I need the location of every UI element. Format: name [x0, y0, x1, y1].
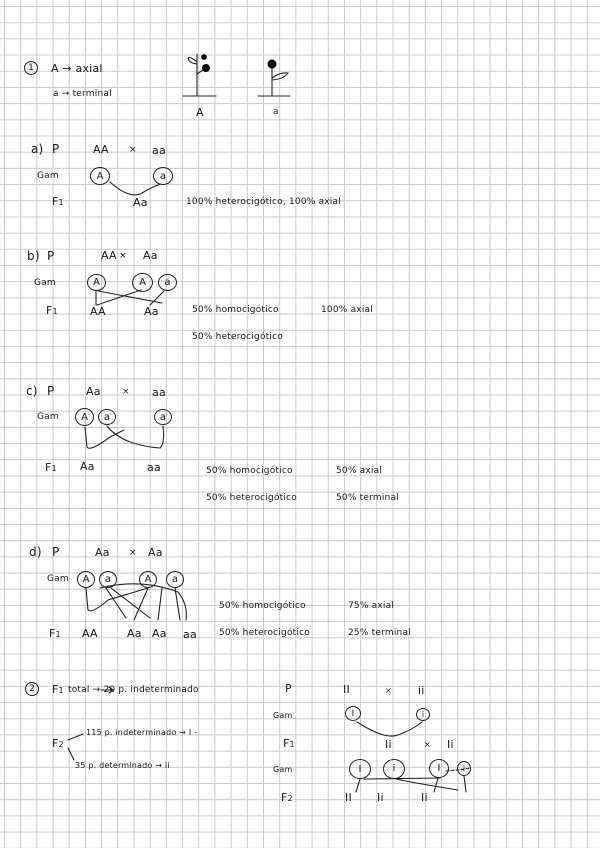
ex2-gam-label: Gam — [273, 711, 293, 720]
part-b-cross-x: × — [119, 251, 127, 261]
part-a-cross-right: aa — [152, 144, 166, 157]
ex2-gamete-3: I — [349, 759, 371, 779]
ex2-f1-label — [52, 684, 64, 695]
ex2-f1-sub: 1 — [58, 686, 64, 695]
part-a-cross-x: × — [129, 145, 137, 155]
ex2-F2-letter: F — [281, 791, 288, 804]
part-b-offspring-2: Aa — [144, 305, 159, 318]
ex2-f2-arrow-up — [68, 734, 83, 740]
part-b-connector-2 — [98, 291, 162, 303]
part-b-cross-left: AA — [101, 249, 117, 262]
part-c-result-1: 50% homocigótico — [206, 466, 293, 476]
part-d-offspring-1: AA — [82, 627, 98, 640]
ex2-f2-sub: 2 — [58, 740, 64, 749]
part-c-connector-1 — [85, 427, 124, 448]
ex2-F1-label — [283, 738, 295, 749]
part-c-f1-label — [45, 462, 57, 473]
part-d-offspring-2: Aa — [127, 627, 142, 640]
part-d-P: P — [52, 545, 60, 559]
part-a-P: P — [52, 142, 60, 156]
ex2-F2-sub: 2 — [287, 794, 293, 803]
ex2-f1-line: total → 20 p. indeterminado — [68, 685, 199, 695]
ex2-gamete-5: I — [429, 759, 449, 778]
part-d-result-4: 25% terminal — [348, 628, 411, 638]
ex2-gamete-6: i — [457, 761, 471, 776]
part-d-cross-left: Aa — [95, 546, 110, 559]
part-d-offspring-4: aa — [183, 628, 197, 641]
part-d-cross-x: × — [129, 548, 137, 558]
part-c-cross-left: Aa — [86, 385, 101, 398]
part-d-result-2: 50% heterocigótico — [219, 628, 310, 638]
part-c-cross-right: aa — [152, 386, 166, 399]
exercise-1-number: 1 — [24, 61, 38, 75]
part-b-result-1: 50% homocigótico — [192, 305, 279, 315]
plant-A-flower-1 — [202, 64, 210, 72]
ex2-f1-letter: F — [52, 683, 59, 696]
part-b-gamete-2: A — [132, 273, 153, 292]
definition-A: A → axial — [51, 62, 103, 75]
part-c-P: P — [47, 384, 55, 398]
part-d-connector-1 — [86, 588, 148, 611]
part-d-gamete-4: a — [166, 571, 184, 588]
ex2-f2-letter: F — [52, 737, 59, 750]
plant-a-flower — [268, 60, 277, 69]
ex2-F1-letter: F — [283, 737, 290, 750]
part-b-result-3: 100% axial — [321, 305, 373, 315]
part-c-f1-sub: 1 — [51, 464, 57, 473]
ex2-gamete-2: i — [416, 708, 430, 721]
part-a-connector — [110, 182, 161, 195]
ex2-f2-offspring-3: Ii — [421, 791, 428, 804]
ex2-cross-left: II — [343, 683, 350, 696]
ex2-f2-connector-2 — [364, 778, 440, 779]
part-c-gamete-1: A — [75, 408, 94, 426]
part-a-f1-letter: F — [52, 195, 59, 208]
part-b-f1-letter: F — [46, 304, 53, 317]
part-a-gamete-2: a — [153, 167, 173, 185]
ex2-f2-label — [52, 738, 64, 749]
ex2-F2-label — [281, 792, 293, 803]
part-c-gamete-2: a — [98, 409, 116, 425]
part-d-cross-right: Aa — [148, 546, 163, 559]
part-d-result-3: 75% axial — [348, 601, 395, 611]
part-c-gam-label: Gam — [37, 412, 59, 422]
part-a-cross-left: AA — [93, 143, 109, 156]
part-c-gamete-3: a — [154, 409, 172, 425]
part-a-label: a) — [31, 142, 44, 156]
ex2-f1-left: Ii — [385, 738, 392, 751]
part-b-P: P — [47, 249, 55, 263]
ex2-f2-offspring-2: Ii — [377, 791, 384, 804]
part-d-gamete-2: a — [99, 571, 117, 588]
part-c-offspring-2: aa — [147, 461, 161, 474]
ex2-F1-sub: 1 — [289, 740, 295, 749]
plant-A-label: A — [196, 106, 204, 119]
ex2-f2-arrow-down — [68, 748, 74, 760]
part-d-f1-sub: 1 — [55, 630, 61, 639]
part-d-result-1: 50% homocigótico — [219, 601, 306, 611]
part-b-offspring-1: AA — [90, 305, 106, 318]
definition-a: a → terminal — [53, 89, 112, 99]
ex2-cross-right: ii — [418, 684, 425, 697]
part-a-f1-label — [52, 196, 64, 207]
part-b-cross-right: Aa — [143, 249, 158, 262]
plant-a-leaf — [272, 73, 288, 80]
part-b-gam-label: Gam — [34, 278, 56, 288]
part-d-f1-label — [49, 628, 61, 639]
ex2-f2-connector-3 — [396, 779, 458, 790]
plant-a-label: a — [273, 107, 279, 117]
plant-A-leaf — [188, 58, 197, 65]
part-d-gamete-3: A — [139, 571, 157, 588]
part-a-gam-label: Gam — [37, 171, 59, 181]
part-c-result-3: 50% axial — [336, 466, 383, 476]
part-d-connector-7 — [175, 588, 180, 620]
ex2-f2-connector-4 — [434, 778, 438, 792]
part-c-result-2: 50% heterocigótico — [206, 493, 297, 503]
part-d-connector-2 — [106, 588, 126, 618]
part-c-f1-letter: F — [45, 461, 52, 474]
ex2-gamete-1: I — [345, 706, 361, 721]
part-d-gamete-1: A — [77, 571, 95, 588]
part-b-result-2: 50% heterocigótico — [192, 332, 283, 342]
exercise-2-number: 2 — [25, 682, 39, 696]
part-d-f1-letter: F — [49, 627, 56, 640]
part-c-label: c) — [26, 384, 38, 398]
ex2-gam2-label: Gam — [273, 765, 293, 774]
part-a-offspring: Aa — [133, 196, 148, 209]
part-c-result-4: 50% terminal — [336, 493, 399, 503]
part-d-connector-3 — [111, 588, 150, 618]
part-d-connector-6 — [100, 584, 186, 620]
ex2-f2-connector-1 — [356, 779, 360, 792]
part-b-gamete-1: A — [87, 274, 106, 291]
part-a-gamete-1: A — [90, 167, 110, 185]
part-b-label: b) — [27, 249, 40, 263]
part-c-cross-x: × — [122, 387, 130, 397]
part-b-f1-sub: 1 — [52, 307, 58, 316]
part-d-connector-5 — [158, 588, 162, 620]
plant-A-flower-2 — [201, 54, 207, 60]
part-d-offspring-3: Aa — [152, 627, 167, 640]
ex2-f1-x: × — [424, 740, 431, 749]
part-b-f1-label — [46, 305, 58, 316]
part-a-f1-sub: 1 — [58, 198, 64, 207]
ex2-gamete-4: i — [383, 759, 405, 779]
part-c-connector-2 — [107, 426, 164, 448]
ex2-f2-connector-5 — [464, 776, 466, 792]
part-b-connector-4 — [150, 291, 164, 305]
ex2-f2-line-1: 115 p. indeterminado → I - — [86, 728, 198, 737]
part-b-connector-3 — [97, 290, 141, 305]
part-b-gamete-3: a — [158, 274, 177, 291]
ex2-P: P — [285, 682, 292, 695]
part-a-result: 100% heterocigótico, 100% axial — [186, 197, 341, 207]
part-d-connector-4 — [134, 588, 148, 620]
ex2-gam-connector — [357, 722, 422, 736]
ex2-f1-right: Ii — [447, 738, 454, 751]
part-c-offspring-1: Aa — [80, 460, 95, 473]
ex2-cross-x: × — [385, 686, 392, 695]
part-d-label: d) — [29, 545, 42, 559]
part-d-gam-label: Gam — [47, 574, 69, 584]
ex2-f2-line-2: 35 p. determinado → ii — [75, 761, 170, 770]
ex2-f2-offspring-1: II — [345, 791, 352, 804]
plant-A-branch — [197, 70, 203, 74]
